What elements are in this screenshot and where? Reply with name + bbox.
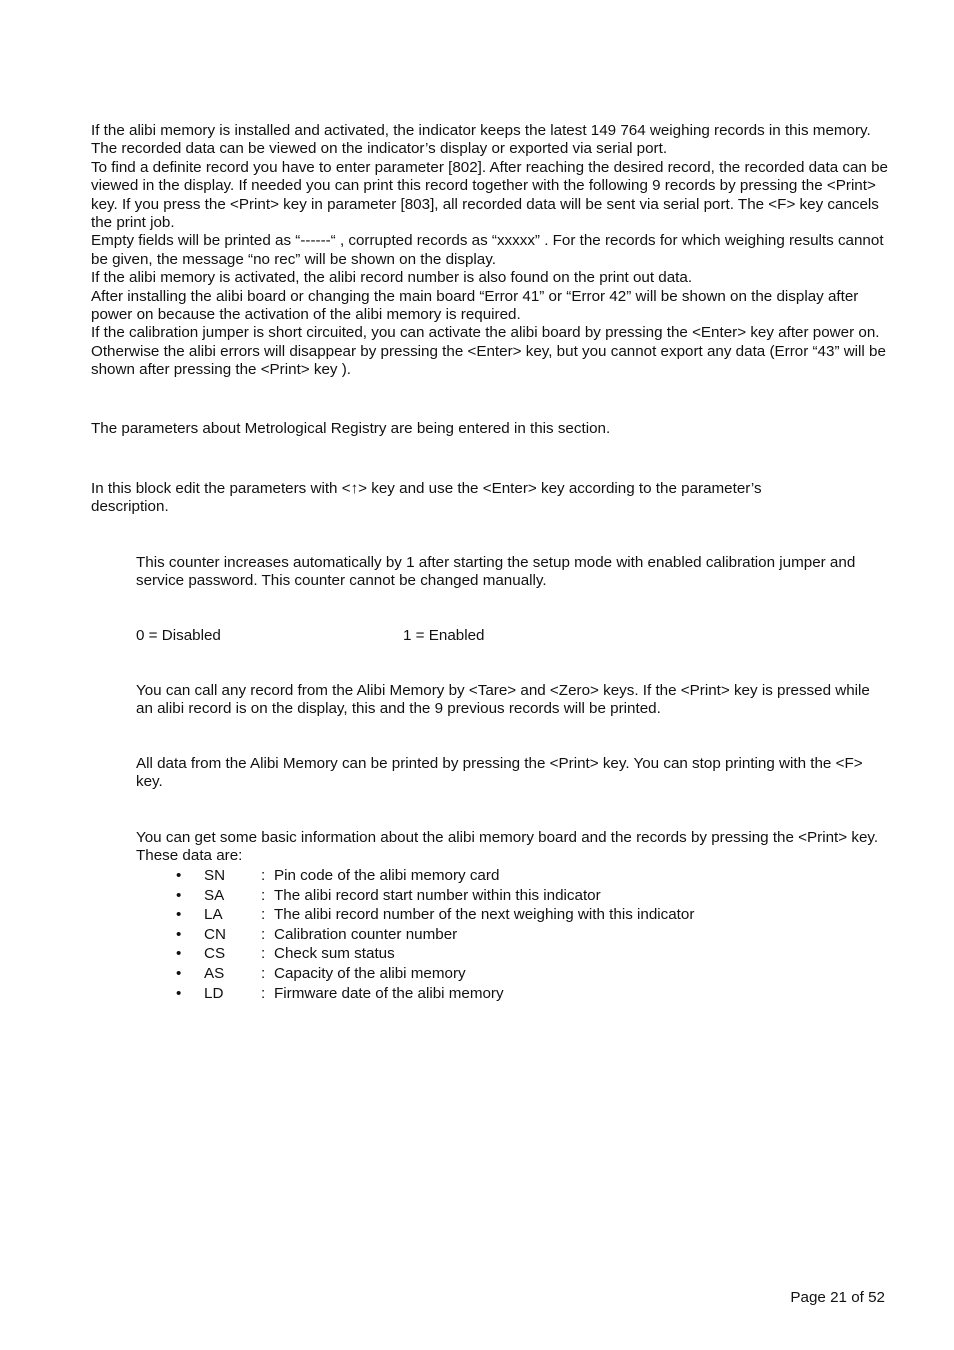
item-code: CN [204,925,226,943]
print-all-text: All data from the Alibi Memory can be printed by pressing the <Print> key. You can stop printing with the <F> key. [136,755,863,791]
item-separator: : [261,867,266,884]
intro-paragraph: If the alibi memory is activated, the alibi record number is also found on the print out data. [91,269,693,287]
info-text: You can get some basic information about the alibi memory board and the records by pressing the <Print> key. These data are: [136,829,879,865]
bullet-icon: • [176,886,182,904]
list-item [136,925,836,945]
option-enabled: 1 = Enabled [403,627,485,644]
item-separator: : [261,886,266,904]
item-code: LD [204,984,224,1002]
item-description: Firmware date of the alibi memory [274,984,504,1002]
intro-paragraph: Empty fields will be printed as “------“ , corrupted records as “xxxxx” . For the records for which weighing results cannot be given, the message “no rec” will be shown on the display. [91,232,884,268]
list-item [136,905,836,925]
item-description: Capacity of the alibi memory [274,964,466,982]
bullet-icon: • [176,945,182,963]
item-code: SN [204,867,226,884]
intro-paragraph: If the alibi memory is installed and activated, the indicator keeps the latest 149 764 weighing records in this memory. The recorded data can be viewed on the indicator’s display or exported via serial port. [91,122,871,158]
bullet-icon: • [176,867,182,884]
item-code: LA [204,906,223,924]
intro-paragraph: After installing the alibi board or changing the main board “Error 41” or “Error 42” will be shown on the display after power on because the activation of the alibi memory is required. [91,287,859,324]
item-separator: : [261,964,266,982]
item-description: Calibration counter number [274,925,458,943]
intro-paragraph: To find a definite record you have to enter parameter [802]. After reaching the desired record, the recorded data can be viewed in the display. If needed you can print this record together with the following 9 records by pressing the <Print> key. If you press the <Print> key in parameter [803], all recorded data will be sent via serial port. The <F> key cancels the print job. [91,158,888,232]
bullet-icon: • [176,925,182,943]
item-separator: : [261,906,266,924]
item-description: Check sum status [274,945,395,963]
item-code: AS [204,964,225,982]
list-item [136,964,836,984]
intro-paragraph: If the calibration jumper is short circuited, you can activate the alibi board by pressing the <Enter> key after power on. Otherwise the alibi errors will disappear by pressing the <Enter> key, but you cannot export any data (Error “43” will be shown after pressing the <Print> key ). [91,324,886,379]
metrological-text: The parameters about Metrological Registry are being entered in this section. [91,420,611,437]
call-record-text: You can call any record from the Alibi Memory by <Tare> and <Zero> keys. If the <Print> key is pressed while an alibi record is on the display, this and the 9 previous records will be printed. [136,682,870,718]
item-description: Pin code of the alibi memory card [274,867,500,884]
item-description: The alibi record start number within this indicator [274,886,601,904]
intro-section [91,122,891,380]
page-number: Page 21 of 52 [790,1289,885,1306]
item-description: The alibi record number of the next weighing with this indicator [274,906,695,924]
option-disabled: 0 = Disabled [136,627,221,644]
list-item [136,866,836,886]
counter-text: This counter increases automatically by 1 after starting the setup mode with enabled calibration jumper and service password. This counter cannot be changed manually. [136,554,856,590]
item-code: SA [204,886,225,904]
list-item [136,886,836,906]
bullet-icon: • [176,964,182,982]
item-separator: : [261,925,266,943]
bullet-icon: • [176,906,182,924]
bullet-icon: • [176,984,182,1002]
list-item [136,984,836,1004]
list-item [136,944,836,964]
info-list [136,866,836,1003]
item-separator: : [261,984,266,1002]
item-separator: : [261,945,266,963]
item-code: CS [204,945,226,963]
block-text: In this block edit the parameters with <↑> key and use the <Enter> key according to the parameter’s description. [91,480,762,516]
